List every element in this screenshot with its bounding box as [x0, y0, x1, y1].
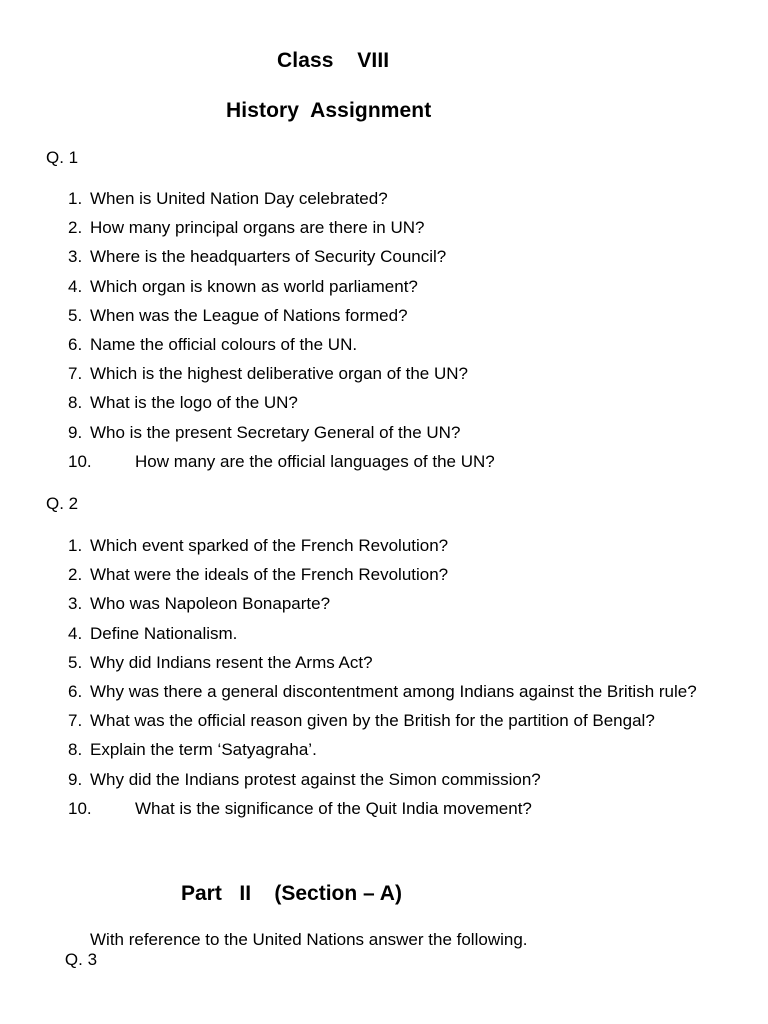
item-text: Where is the headquarters of Security Council?: [90, 247, 447, 267]
item-number: 6.: [68, 681, 83, 701]
item-number: 3.: [68, 247, 83, 267]
item-number: 5.: [68, 305, 83, 325]
item-text: When is United Nation Day celebrated?: [90, 189, 388, 208]
question-2-list: [68, 531, 710, 823]
item-number: 4.: [68, 623, 83, 643]
list-item: [68, 677, 710, 706]
list-item: [68, 213, 495, 242]
item-text: Who was Napoleon Bonaparte?: [90, 594, 331, 614]
question-3: [46, 930, 528, 1010]
item-number: 2.: [68, 218, 83, 238]
assignment-title: History Assignment: [226, 99, 432, 122]
question-2-label: Q. 2: [46, 494, 79, 513]
question-3-text: With reference to the United Nations answer the following.: [90, 930, 528, 949]
item-text: What were the ideals of the French Revolution?: [90, 565, 449, 585]
list-item: [68, 272, 495, 301]
list-item: [68, 765, 710, 794]
item-text: Which event sparked of the French Revolution?: [90, 536, 449, 555]
list-item: [68, 589, 710, 618]
list-item: [68, 447, 495, 476]
item-text: Who is the present Secretary General of the UN?: [90, 422, 461, 442]
list-item: [68, 619, 710, 648]
class-title: Class VIII: [277, 49, 390, 72]
item-number: 3.: [68, 594, 83, 614]
item-text: Why did Indians resent the Arms Act?: [90, 652, 373, 672]
list-item: [68, 388, 495, 417]
item-text: Explain the term ‘Satyagraha’.: [90, 740, 317, 760]
list-item: [68, 706, 710, 735]
list-item: [68, 242, 495, 271]
item-number: 10.: [68, 451, 92, 471]
item-text: Name the official colours of the UN.: [90, 334, 358, 354]
list-item: [68, 301, 495, 330]
item-text: What was the official reason given by the British for the partition of Bengal?: [90, 711, 655, 731]
item-text: Why did the Indians protest against the Simon commission?: [90, 769, 541, 789]
item-text: How many principal organs are there in UN?: [90, 218, 425, 238]
item-text: What is the significance of the Quit India movement?: [135, 798, 532, 818]
item-text: How many are the official languages of the UN?: [135, 451, 495, 471]
item-text: What is the logo of the UN?: [90, 393, 298, 413]
item-text: When was the League of Nations formed?: [90, 305, 408, 325]
item-number: 10.: [68, 798, 92, 818]
list-item: [68, 560, 710, 589]
item-text: Which organ is known as world parliament?: [90, 276, 418, 296]
item-number: 9.: [68, 422, 83, 442]
item-number: 6.: [68, 334, 83, 354]
list-item: [68, 330, 495, 359]
item-number: 1.: [68, 536, 83, 555]
item-number: 4.: [68, 276, 83, 296]
list-item: [68, 184, 495, 213]
item-number: 2.: [68, 565, 83, 585]
item-number: 9.: [68, 769, 83, 789]
item-number: 1.: [68, 189, 83, 208]
item-number: 8.: [68, 740, 83, 760]
list-item: [68, 531, 710, 560]
list-item: [68, 418, 495, 447]
item-number: 7.: [68, 364, 83, 384]
question-3-label: Q. 3: [64, 950, 98, 969]
item-text: Define Nationalism.: [90, 623, 238, 643]
list-item: [68, 359, 495, 388]
item-text: Which is the highest deliberative organ of the UN?: [90, 364, 468, 384]
list-item: [68, 794, 710, 823]
item-number: 8.: [68, 393, 83, 413]
item-number: 5.: [68, 652, 83, 672]
question-1-list: [68, 184, 495, 476]
list-item: [68, 735, 710, 764]
list-item: [68, 648, 710, 677]
item-text: Why was there a general discontentment among Indians against the British rule?: [90, 681, 697, 701]
item-number: 7.: [68, 711, 83, 731]
question-1-label: Q. 1: [46, 148, 79, 167]
part-2-heading: Part II (Section – A): [181, 882, 402, 905]
